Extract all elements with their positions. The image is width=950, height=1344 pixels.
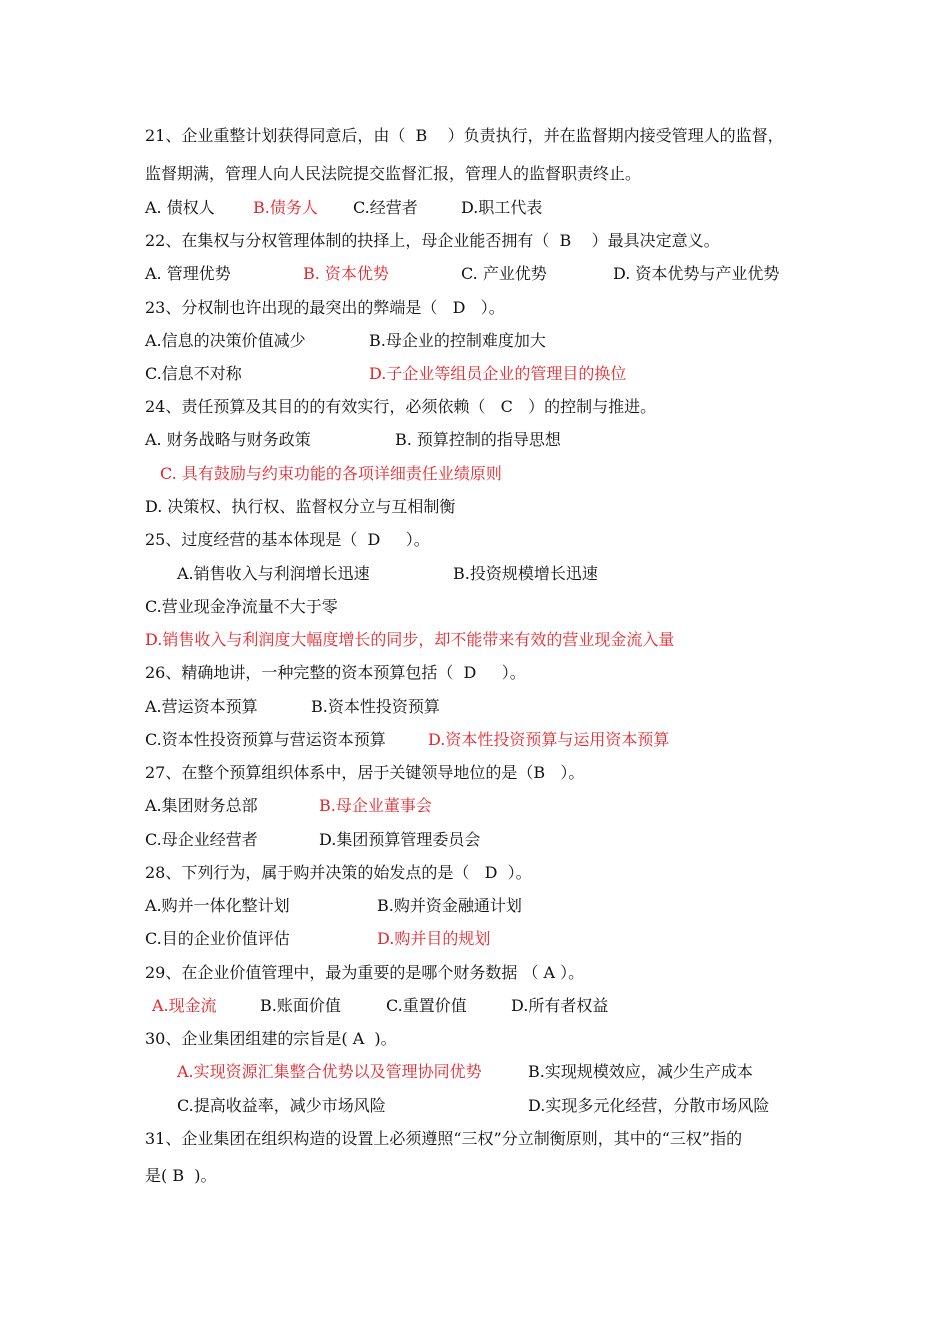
q27-option-a: A.集团财务总部 — [145, 796, 258, 815]
q22-option-d: D. 资本优势与产业优势 — [613, 264, 780, 283]
q26-option-d-answer: D.资本性投资预算与运用资本预算 — [428, 730, 670, 749]
q22-option-b-answer: B. 资本优势 — [303, 264, 389, 283]
q24-option-a: A. 财务战略与财务政策 — [145, 430, 311, 449]
q29-option-d: D.所有者权益 — [511, 996, 609, 1015]
q30-option-d: D.实现多元化经营，分散市场风险 — [528, 1096, 770, 1115]
q24-option-d: D. 决策权、执行权、监督权分立与互相制衡 — [145, 497, 456, 516]
q31-stem-line1: 31、企业集团在组织构造的设置上必须遵照“三权”分立制衡原则，其中的“三权”指的 — [145, 1129, 743, 1148]
q26-option-a: A.营运资本预算 — [145, 697, 258, 716]
q22-option-a: A. 管理优势 — [145, 264, 231, 283]
q23-option-d-answer: D.子企业等组员企业的管理目的换位 — [369, 364, 627, 383]
q26-stem: 26、精确地讲，一种完整的资本预算包括（ D ）。 — [145, 663, 526, 682]
q28-option-a: A.购并一体化整计划 — [145, 896, 290, 915]
q25-option-c: C.营业现金净流量不大于零 — [145, 597, 338, 616]
q28-stem: 28、下列行为，属于购并决策的始发点的是（ D ）。 — [145, 863, 532, 882]
q28-option-c: C.目的企业价值评估 — [145, 929, 290, 948]
q21-stem-line2: 监督期满，管理人向人民法院提交监督汇报，管理人的监督职责终止。 — [145, 164, 642, 183]
q27-option-d: D.集团预算管理委员会 — [319, 830, 481, 849]
q26-option-b: B.资本性投资预算 — [311, 697, 440, 716]
q30-option-b: B.实现规模效应，减少生产成本 — [528, 1062, 753, 1081]
q24-option-c-answer: C. 具有鼓励与约束功能的各项详细责任业绩原则 — [160, 464, 502, 483]
q21-option-a: A. 债权人 — [145, 198, 215, 217]
q25-option-a: A.销售收入与利润增长迅速 — [177, 564, 370, 583]
q29-option-a-answer: A.现金流 — [152, 996, 217, 1015]
q22-stem: 22、在集权与分权管理体制的抉择上，母企业能否拥有（ B ）最具决定意义。 — [145, 231, 720, 250]
q21-option-b-answer: B.债务人 — [253, 198, 318, 217]
q21-option-d: D.职工代表 — [461, 198, 543, 217]
q29-stem: 29、在企业价值管理中，最为重要的是哪个财务数据 （ A ）。 — [145, 963, 585, 982]
q23-option-c: C.信息不对称 — [145, 364, 242, 383]
q30-option-c: C.提高收益率，减少市场风险 — [177, 1096, 386, 1115]
q21-stem-line1: 21、企业重整计划获得同意后，由（ B ）负责执行，并在监督期内接受管理人的监督， — [145, 126, 784, 145]
q30-stem: 30、企业集团组建的宗旨是( A )。 — [145, 1029, 397, 1048]
q27-option-c: C.母企业经营者 — [145, 830, 258, 849]
q29-option-c: C.重置价值 — [386, 996, 467, 1015]
q28-option-b: B.购并资金融通计划 — [377, 896, 522, 915]
q30-option-a-answer: A.实现资源汇集整合优势以及管理协同优势 — [177, 1062, 482, 1081]
q27-stem: 27、在整个预算组织体系中，居于关键领导地位的是（B ）。 — [145, 763, 585, 782]
q25-option-b: B.投资规模增长迅速 — [453, 564, 598, 583]
q24-stem: 24、责任预算及其目的的有效实行，必须依赖（ C ）的控制与推进。 — [145, 397, 657, 416]
q25-stem: 25、过度经营的基本体现是（ D ）。 — [145, 530, 430, 549]
q22-option-c: C. 产业优势 — [461, 264, 547, 283]
q23-option-b: B.母企业的控制难度加大 — [369, 331, 546, 350]
q31-stem-line2: 是( B )。 — [145, 1166, 217, 1185]
q23-stem: 23、分权制也许出现的最突出的弊端是（ D ）。 — [145, 298, 505, 317]
q29-option-b: B.账面价值 — [260, 996, 341, 1015]
q23-option-a: A.信息的决策价值减少 — [145, 331, 306, 350]
q26-option-c: C.资本性投资预算与营运资本预算 — [145, 730, 386, 749]
q28-option-d-answer: D.购并目的规划 — [377, 929, 491, 948]
q24-option-b: B. 预算控制的指导思想 — [395, 430, 561, 449]
q27-option-b-answer: B.母企业董事会 — [319, 796, 432, 815]
q25-option-d-answer: D.销售收入与利润度大幅度增长的同步，却不能带来有效的营业现金流入量 — [145, 630, 675, 649]
q21-option-c: C.经营者 — [353, 198, 418, 217]
